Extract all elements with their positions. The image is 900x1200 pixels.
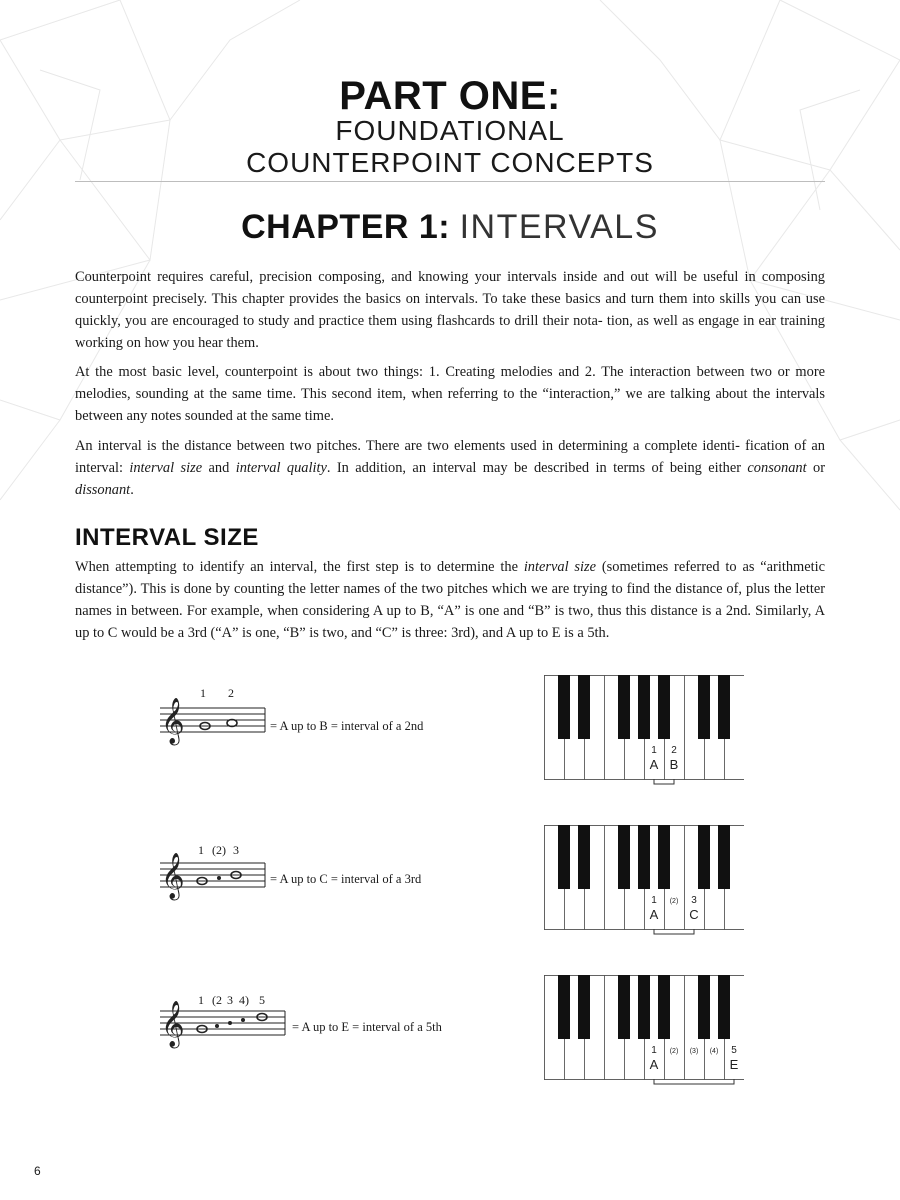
key-letter-label: A	[649, 907, 659, 922]
black-key	[578, 975, 590, 1039]
key-number-label: (4)	[709, 1048, 719, 1055]
chapter-label: CHAPTER 1:	[241, 208, 451, 246]
text-run: .	[130, 482, 134, 498]
key-number-label: (3)	[689, 1048, 699, 1055]
black-key	[558, 675, 570, 739]
text-run: (sometimes referred to as “arithmetic distance”). This is done by counting the letter names of the two pitches which we are trying to find the distance of, plus the letter names in between. For example, when considering A up to B, “A” is one and “B” is two, thus this distance is a 2nd. Similarly, A up to C would be a 3rd (“A” is one, “B” is two, and “C” is three: 3rd), and A up to E is a 5th.	[75, 559, 826, 641]
black-key	[578, 825, 590, 889]
key-letter-label: C	[689, 907, 699, 922]
black-key	[618, 675, 630, 739]
note-number: 3	[233, 843, 239, 857]
emphasis-interval-quality: interval quality	[235, 460, 327, 476]
note-number: 2	[228, 686, 234, 700]
key-number-label: 3	[691, 895, 697, 906]
interval-caption: = A up to B = interval of a 2nd	[270, 719, 424, 733]
note-number: 1	[198, 993, 204, 1007]
black-key	[638, 825, 650, 889]
piano-keyboard-2nd	[544, 675, 744, 785]
key-letter-label: A	[649, 757, 659, 772]
key-number-label: (2)	[669, 898, 679, 905]
key-letter-label: E	[729, 1057, 739, 1072]
black-key	[658, 825, 670, 889]
key-number-label: (2)	[669, 1048, 679, 1055]
text-run: An interval is the distance between two pitches. There are two elements used in determining a complete identi- fication of an interval:	[75, 438, 825, 476]
paragraph-intro: Counterpoint requires careful, precision composing, and knowing your intervals inside and out will be useful in composing counterpoint precisely. This chapter provides the basics on intervals. To take these basics and turn them into skills you can use quickly, you are encouraged to study and practice them using flashcards to drill their nota- tion, as well as engage in ear training working on how you hear them.	[75, 269, 825, 351]
section-title-interval-size: INTERVAL SIZE	[75, 524, 259, 551]
note-number: 3	[227, 993, 233, 1007]
black-key	[698, 825, 710, 889]
piano-keyboard-3rd	[544, 825, 744, 935]
black-key	[698, 975, 710, 1039]
emphasis-dissonant: dissonant	[75, 482, 131, 498]
key-number-label: 1	[651, 1045, 657, 1056]
paragraph-interval-definition	[75, 435, 825, 501]
emphasis-interval-size: interval size	[129, 460, 203, 476]
svg-text:𝄞: 𝄞	[161, 698, 185, 744]
svg-text:𝄞: 𝄞	[161, 853, 185, 899]
piano-keyboard-5th	[544, 975, 744, 1085]
black-key	[638, 975, 650, 1039]
key-number-label: 2	[671, 745, 677, 756]
key-letter-label: B	[669, 757, 679, 772]
text-run: When attempting to identify an interval, the first step is to determine the	[75, 559, 524, 575]
black-key	[718, 675, 730, 739]
chapter-name: INTERVALS	[459, 208, 659, 246]
header-divider	[75, 181, 825, 182]
note-number: (2)	[212, 843, 226, 857]
text-run: . In addition, an interval may be described in terms of being either	[326, 460, 748, 476]
text-run: or	[806, 460, 825, 476]
part-title: PART ONE:	[339, 74, 561, 118]
note-number: 4)	[239, 993, 249, 1007]
part-subtitle-line-2: COUNTERPOINT CONCEPTS	[246, 147, 654, 178]
note-number: (2	[212, 993, 222, 1007]
note-number: 5	[259, 993, 265, 1007]
page-number: 6	[34, 1164, 41, 1178]
text-run: and	[202, 460, 236, 476]
emphasis-consonant: consonant	[747, 460, 807, 476]
black-key	[658, 975, 670, 1039]
black-key	[618, 975, 630, 1039]
paragraph-basics: At the most basic level, counterpoint is about two things: 1. Creating melodies and 2. The interaction between two or more melodies, sounding at the same time. This second item, when referring to the “interaction,” we are talking about the intervals between any notes sounded at the same time.	[75, 364, 825, 424]
paragraph-interval-size	[75, 556, 825, 644]
black-key	[618, 825, 630, 889]
key-letter-label: A	[649, 1057, 659, 1072]
key-number-label: 1	[651, 745, 657, 756]
interval-caption: = A up to E = interval of a 5th	[292, 1020, 442, 1034]
black-key	[638, 675, 650, 739]
note-number: 1	[200, 686, 206, 700]
part-subtitle-line-1: FOUNDATIONAL	[335, 115, 565, 146]
emphasis-interval-size: interval size	[523, 559, 597, 575]
svg-text:𝄞: 𝄞	[161, 1001, 185, 1047]
music-staff-icon	[160, 993, 290, 1053]
music-staff-icon	[160, 690, 270, 750]
black-key	[698, 675, 710, 739]
black-key	[658, 675, 670, 739]
black-key	[718, 825, 730, 889]
black-key	[558, 825, 570, 889]
chapter-title	[0, 208, 900, 247]
key-number-label: 5	[731, 1045, 737, 1056]
note-number: 1	[198, 843, 204, 857]
key-number-label: 1	[651, 895, 657, 906]
interval-caption: = A up to C = interval of a 3rd	[270, 872, 422, 886]
black-key	[578, 675, 590, 739]
black-key	[718, 975, 730, 1039]
black-key	[558, 975, 570, 1039]
